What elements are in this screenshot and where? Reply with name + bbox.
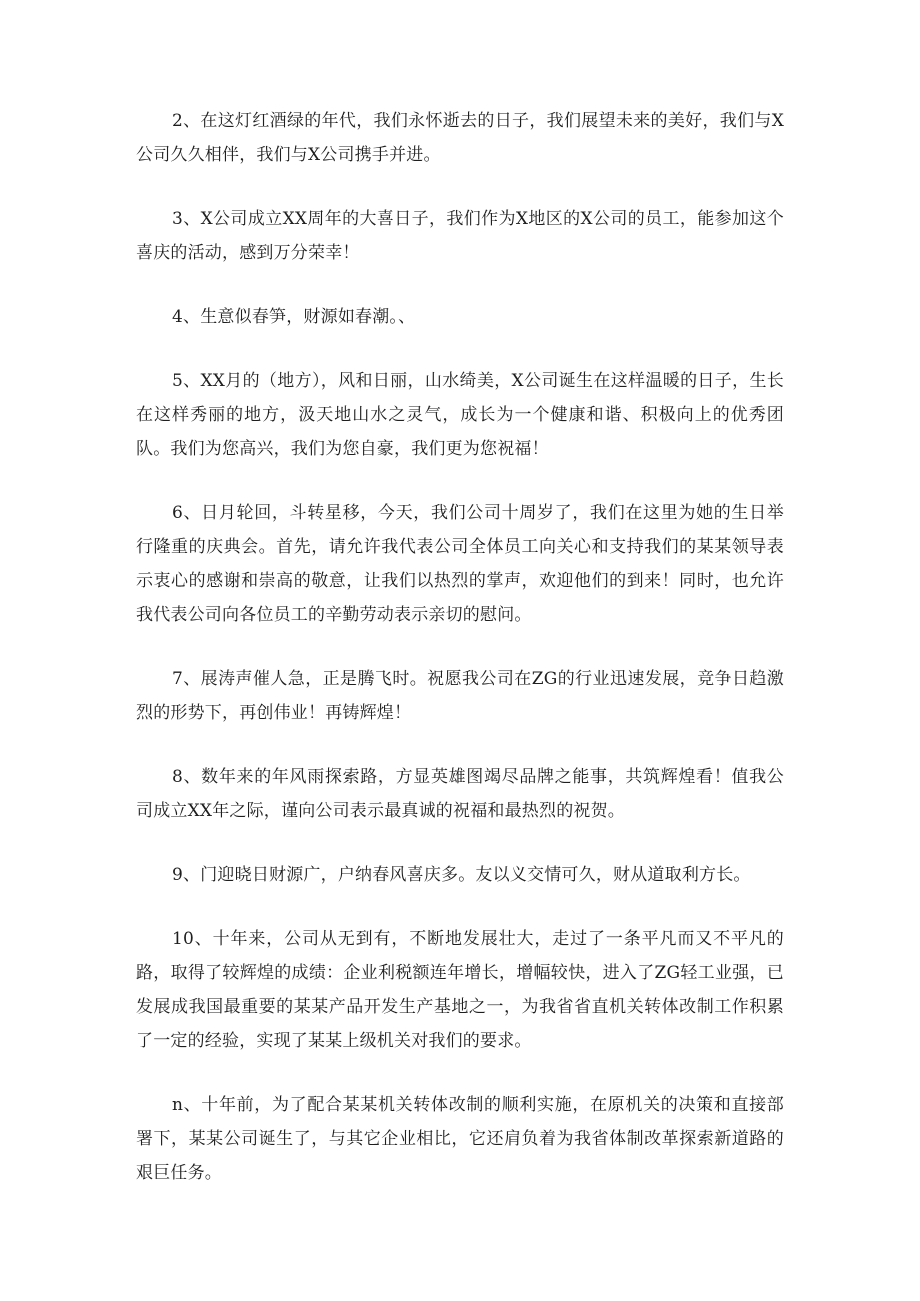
paragraph-4: 4、生意似春笋，财源如春潮。、 xyxy=(172,307,416,327)
document-body xyxy=(136,104,784,1220)
paragraph-10: 10、十年来，公司从无到有，不断地发展壮大，走过了一条平凡而又不平凡的路，取得了较辉煌的成绩：企业利税额连年增长，增幅较快，进入了ZG轻工业强，已发展成我国最重要的某某产品开发生产基地之一，为我省省直机关转体改制工作积累了一定的经验，实现了某某上级机关对我们的要求。 xyxy=(136,929,784,1051)
paragraph-11: n、十年前，为了配合某某机关转体改制的顺利实施，在原机关的决策和直接部署下，某某公司诞生了，与其它企业相比，它还肩负着为我省体制改革探索新道路的艰巨任务。 xyxy=(136,1095,784,1183)
paragraph-5: 5、XX月的（地方），风和日丽，山水绮美，X公司诞生在这样温暖的日子，生长在这样秀丽的地方，汲天地山水之灵气，成长为一个健康和谐、积极向上的优秀团队。我们为您高兴，我们为您自豪，我们更为您祝福！ xyxy=(136,371,784,459)
paragraph-3: 3、X公司成立XX周年的大喜日子，我们作为X地区的X公司的员工，能参加这个喜庆的活动，感到万分荣幸！ xyxy=(136,209,784,263)
paragraph-6: 6、日月轮回，斗转星移，今天，我们公司十周岁了，我们在这里为她的生日举行隆重的庆典会。首先，请允许我代表公司全体员工向关心和支持我们的某某领导表示衷心的感谢和崇高的敬意，让我们以热烈的掌声，欢迎他们的到来！同时，也允许我代表公司向各位员工的辛勤劳动表示亲切的慰问。 xyxy=(136,503,784,625)
paragraph-2: 2、在这灯红酒绿的年代，我们永怀逝去的日子，我们展望未来的美好，我们与X公司久久相伴，我们与X公司携手并进。 xyxy=(136,111,784,165)
paragraph-9: 9、门迎晓日财源广，户纳春风喜庆多。友以义交情可久，财从道取利方长。 xyxy=(172,865,751,885)
paragraph-8: 8、数年来的年风雨探索路，方显英雄图竭尽品牌之能事，共筑辉煌看！值我公司成立XX年之际，谨向公司表示最真诚的祝福和最热烈的祝贺。 xyxy=(136,767,784,821)
paragraph-7: 7、展涛声催人急，正是腾飞时。祝愿我公司在ZG的行业迅速发展，竞争日趋激烈的形势下，再创伟业！再铸辉煌！ xyxy=(136,669,784,723)
